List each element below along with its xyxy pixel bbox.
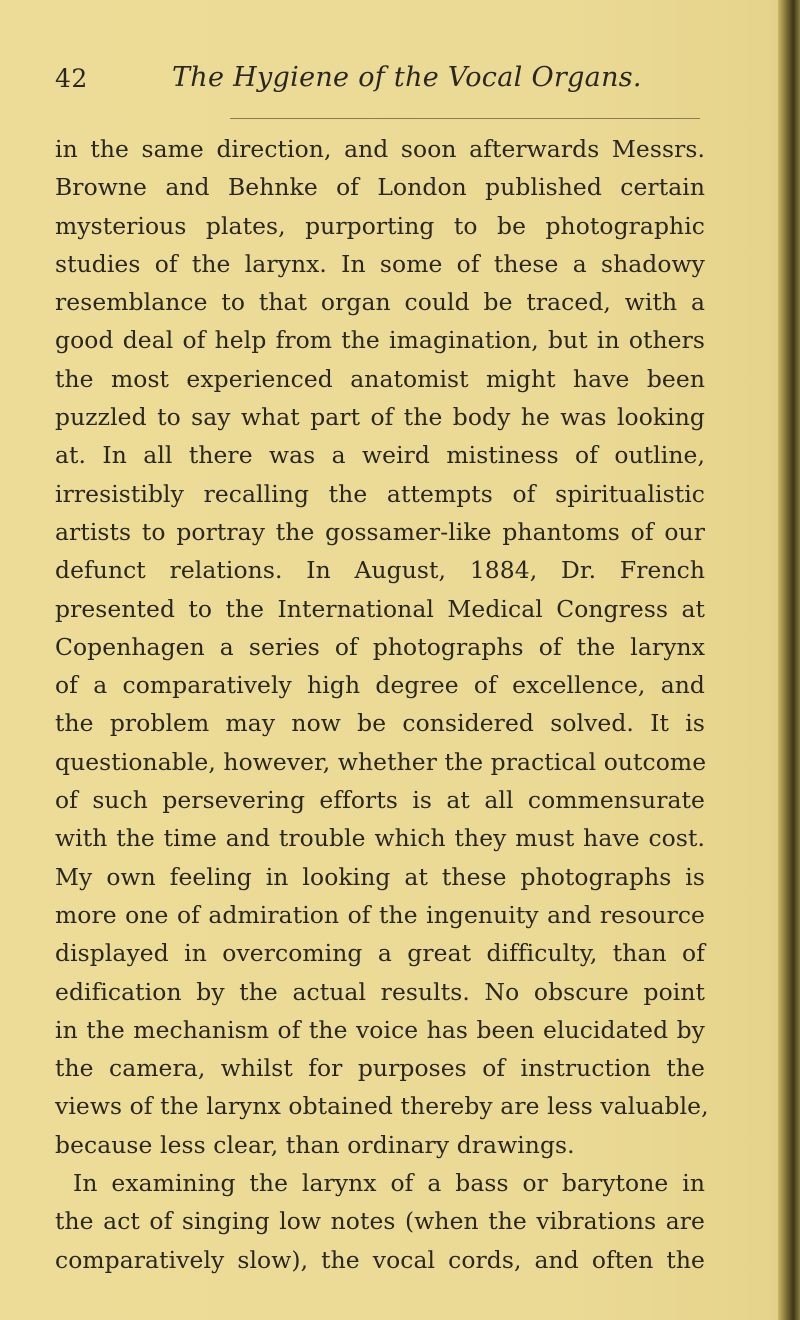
text-line: puzzled to say what part of the body he was looking <box>55 403 705 432</box>
text-line: with the time and trouble which they must have cost. <box>55 824 705 853</box>
text-line: good deal of help from the imagination, but in others <box>55 326 705 355</box>
running-head: The Hygiene of the Vocal Organs. <box>172 62 642 93</box>
page-edge-shadow <box>778 0 800 1320</box>
text-line: in the same direction, and soon afterwards Messrs. <box>55 135 705 163</box>
text-line: Browne and Behnke of London published certain <box>55 173 705 202</box>
text-line: at. In all there was a weird mistiness of outline, <box>55 441 705 470</box>
text-line: because less clear, than ordinary drawings. <box>55 1130 575 1159</box>
text-line: defunct relations. In August, 1884, Dr. French <box>55 556 705 585</box>
text-line: My own feeling in looking at these photographs is <box>55 862 705 891</box>
text-line: comparatively slow), the vocal cords, and often the <box>55 1245 705 1274</box>
text-line: studies of the larynx. In some of these a shadowy <box>55 249 705 278</box>
text-line: questionable, however, whether the practical outcome <box>55 747 707 776</box>
text-line: Copenhagen a series of photographs of the larynx <box>55 632 705 661</box>
text-line: in the mechanism of the voice has been elucidated by <box>55 1015 705 1044</box>
text-line: of such persevering efforts is at all commensurate <box>55 786 705 815</box>
page-number: 42 <box>55 64 88 93</box>
header-rule <box>230 118 700 119</box>
text-line: In examining the larynx of a bass or barytone in <box>73 1169 705 1198</box>
text-line: of a comparatively high degree of excellence, and <box>55 671 705 700</box>
body-text <box>55 130 709 1279</box>
text-line: the most experienced anatomist might have been <box>55 364 705 393</box>
text-line: presented to the International Medical Congress at <box>55 594 705 623</box>
text-line: views of the larynx obtained thereby are less valuable, <box>55 1092 709 1121</box>
text-line: edification by the actual results. No obscure point <box>55 977 705 1006</box>
text-line: mysterious plates, purporting to be photographic <box>55 211 705 240</box>
text-line: more one of admiration of the ingenuity and resource <box>55 900 705 929</box>
text-line: the problem may now be considered solved. It is <box>55 709 705 738</box>
text-line: artists to portray the gossamer-like phantoms of our <box>55 517 705 546</box>
text-line: the camera, whilst for purposes of instruction the <box>55 1054 705 1083</box>
text-line: displayed in overcoming a great difficulty, than of <box>55 939 705 968</box>
text-line: resemblance to that organ could be traced, with a <box>55 288 705 317</box>
text-line: irresistibly recalling the attempts of spiritualistic <box>55 479 705 508</box>
page-header <box>50 60 710 104</box>
text-line: the act of singing low notes (when the vibrations are <box>55 1207 705 1236</box>
